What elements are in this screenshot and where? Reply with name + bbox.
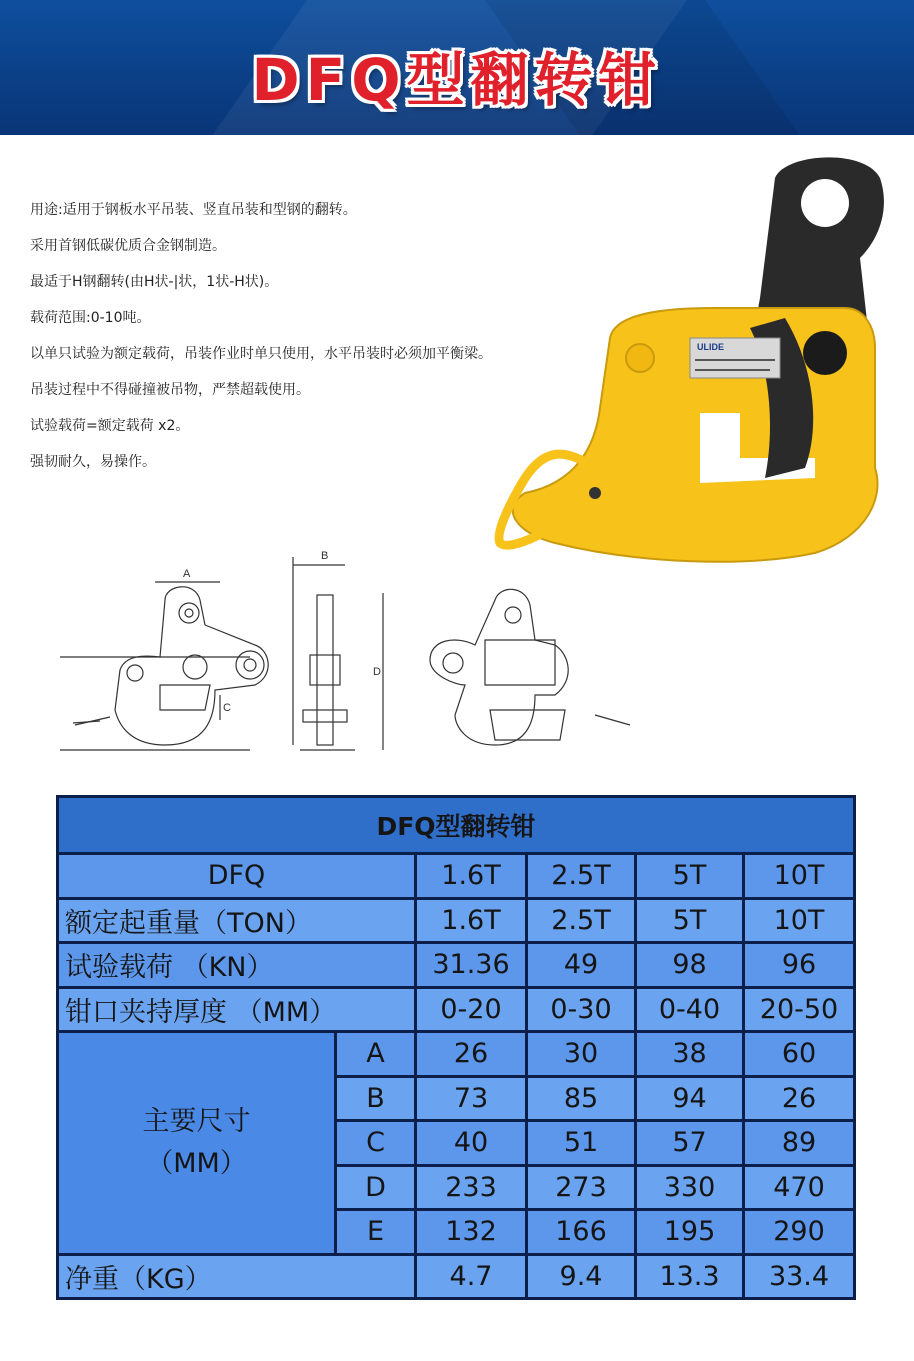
table-cell: 13.3: [636, 1254, 744, 1299]
table-cell: 5T: [636, 898, 744, 943]
table-cell: 38: [636, 1032, 744, 1077]
table-cell: 73: [416, 1076, 527, 1121]
product-image: [485, 148, 895, 568]
table-cell: 10T: [744, 898, 855, 943]
table-cell: 166: [527, 1210, 636, 1255]
dimensions-label-line1: 主要尺寸: [142, 1105, 251, 1137]
table-cell: 9.4: [527, 1254, 636, 1299]
table-cell: 330: [636, 1165, 744, 1210]
page-title: DFQ型翻转钳: [251, 46, 663, 114]
table-cell: 57: [636, 1121, 744, 1166]
table-title: DFQ型翻转钳: [58, 797, 855, 854]
description-line: 以单只试验为额定载荷，吊装作业时单只使用，水平吊装时必须加平衡梁。: [30, 346, 492, 362]
table-cell: 85: [527, 1076, 636, 1121]
table-row-rated-load: [58, 898, 855, 943]
dimension-key: B: [336, 1076, 416, 1121]
description-line: 最适于H钢翻转(由H状-|状，1状-H状)。: [30, 274, 279, 290]
description-line: 试验载荷=额定载荷 x2。: [30, 418, 190, 434]
table-cell: 89: [744, 1121, 855, 1166]
dimension-key: E: [336, 1210, 416, 1255]
drawing-label-a: A: [183, 568, 191, 580]
drawing-label-c: C: [223, 702, 231, 714]
description-line: 强韧耐久，易操作。: [30, 454, 156, 470]
dimensions-label-line2: （MM）: [146, 1147, 247, 1179]
table-cell: 0-20: [416, 987, 527, 1032]
table-cell: 20-50: [744, 987, 855, 1032]
table-row-dim-a: [58, 1032, 855, 1077]
technical-drawings: [55, 545, 655, 765]
row-label: 额定起重量（TON）: [58, 898, 416, 943]
header-cell: 2.5T: [527, 854, 636, 899]
product-brand: ULIDE: [697, 342, 724, 352]
table-cell: 98: [636, 943, 744, 988]
table-cell: 60: [744, 1032, 855, 1077]
table-cell: 290: [744, 1210, 855, 1255]
drawing-label-d: D: [373, 666, 381, 678]
table-cell: 33.4: [744, 1254, 855, 1299]
table-cell: 4.7: [416, 1254, 527, 1299]
drawing-label-b: B: [321, 550, 329, 562]
dimension-key: D: [336, 1165, 416, 1210]
header-cell-model: DFQ: [58, 854, 416, 899]
row-label: 试验载荷 （KN）: [58, 943, 416, 988]
header-cell: 5T: [636, 854, 744, 899]
table-cell: 273: [527, 1165, 636, 1210]
table-cell: 0-30: [527, 987, 636, 1032]
table-title-row: [58, 797, 855, 854]
dimension-key: C: [336, 1121, 416, 1166]
table-cell: 31.36: [416, 943, 527, 988]
table-cell: 26: [416, 1032, 527, 1077]
table-row-test-load: [58, 943, 855, 988]
description-line: 吊装过程中不得碰撞被吊物，严禁超载使用。: [30, 382, 310, 398]
table-cell: 94: [636, 1076, 744, 1121]
description-line: 载荷范围:0-10吨。: [30, 310, 151, 326]
table-cell: 0-40: [636, 987, 744, 1032]
table-cell: 233: [416, 1165, 527, 1210]
table-cell: 49: [527, 943, 636, 988]
description-line: 用途:适用于钢板水平吊装、竖直吊装和型钢的翻转。: [30, 202, 357, 218]
dimension-key: A: [336, 1032, 416, 1077]
table-cell: 40: [416, 1121, 527, 1166]
table-cell: 30: [527, 1032, 636, 1077]
table-row-clamp-thickness: [58, 987, 855, 1032]
description-line: 采用首钢低碳优质合金钢制造。: [30, 238, 226, 254]
table-cell: 195: [636, 1210, 744, 1255]
table-cell: 96: [744, 943, 855, 988]
table-cell: 132: [416, 1210, 527, 1255]
header-banner: [0, 0, 914, 135]
table-cell: 51: [527, 1121, 636, 1166]
row-label: 净重（KG）: [58, 1254, 416, 1299]
header-cell: 10T: [744, 854, 855, 899]
table-header-row: [58, 854, 855, 899]
spec-table: [56, 795, 856, 1300]
table-row-weight: [58, 1254, 855, 1299]
table-cell: 2.5T: [527, 898, 636, 943]
header-cell: 1.6T: [416, 854, 527, 899]
row-label: 钳口夹持厚度 （MM）: [58, 987, 416, 1032]
table-cell: 1.6T: [416, 898, 527, 943]
table-cell: 470: [744, 1165, 855, 1210]
table-cell: 26: [744, 1076, 855, 1121]
dimensions-label: [58, 1032, 336, 1255]
